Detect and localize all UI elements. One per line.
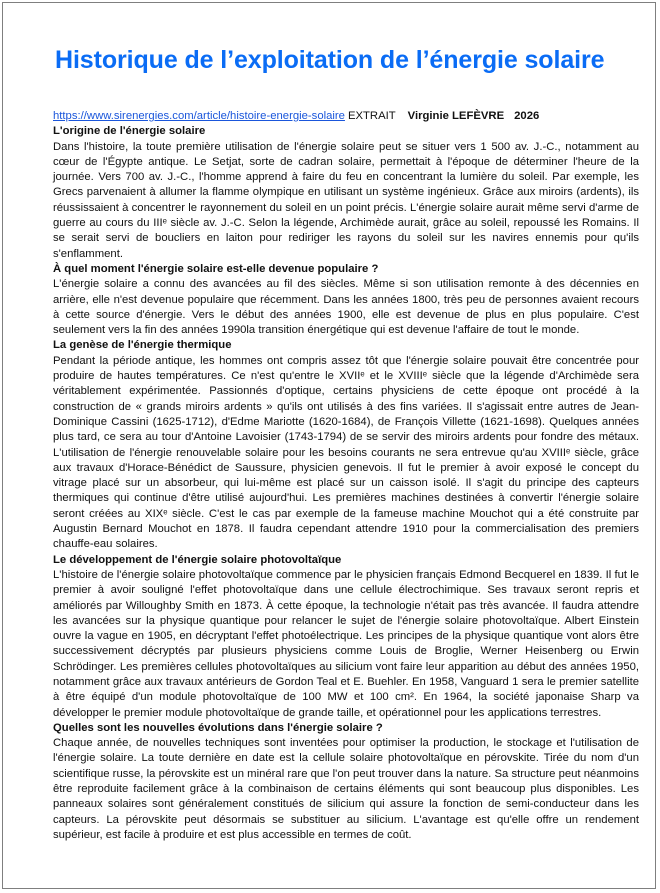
author-name: Virginie LEFÈVRE: [407, 110, 505, 122]
section-heading: L'origine de l'énergie solaire: [53, 125, 206, 138]
section-thermal: [53, 338, 639, 552]
document-page: [2, 2, 656, 889]
section-paragraph: L'histoire de l'énergie solaire photovoltaïque commence par le physicien français Edmond Becquerel en 1839. Il fut le premier à avoir souligné l'effet photovoltaïque dans une cellule électrochimique. Ses travaux seront repris et améliorés par Willoughby Smith en 1873. À cette époque, la technologie n'était pas très avancée. Il faudra attendre les avancées sur la physique quantique pour relancer le sujet de l'énergie solaire photovoltaïque. Albert Einstein ouvre la vague en 1905, en décryptant l'effet photoélectrique. Les principes de la physique quantique vont alors être successivement décryptés par plusieurs physiciens comme Louis de Broglie, Werner Heisenberg ou Erwin Schrödinger. Les premières cellules photovoltaïques au silicium vont faire leur apparition au début des années 1950, notamment grâce aux travaux antérieurs de Gordon Teal et E. Buehler. En 1958, Vanguard 1 sera le premier satellite à être équipé d'un module photovoltaïque de 100 MW et 100 cm². En 1964, la société japonaise Sharp va développer le premier module photovoltaïque de grande taille, et opérationnel pour les applications terrestres.: [53, 568, 639, 719]
section-new-evolutions: [53, 721, 639, 843]
section-paragraph: Pendant la période antique, les hommes ont compris assez tôt que l'énergie solaire pouvait être concentrée pour produire de hautes températures. Ce n'est qu'entre le XVIIᵉ et le XVIIIᵉ siècle que la légende d'Archimède sera véritablement expérimentée. Passionnés d'optique, certains physiciens de cette époque ont procédé à la construction de « grands miroirs ardents » qu'ils ont utilisés à des fins variées. Il s'agissait entre autres de Jean-Dominique Cassini (1625-1712), d'Edme Mariotte (1620-1684), de François Villette (1621-1698). Quelques années plus tard, ce sera au tour d'Antoine Lavoisier (1743-1794) de se servir des miroirs ardents pour fondre des métaux. L'utilisation de l'énergie renouvelable solaire pour les besoins courants ne sera entrevue qu'au XVIIIᵉ siècle, grâce aux travaux d'Horace-Bénédict de Saussure, physicien genevois. Il fut le premier à avoir exposé le concept du vitrage placé sur un absorbeur, qui lui-même est placé sur un caisson isolé. Il s'agit du principe des capteurs thermiques qui continue d'être utilisé aujourd'hui. Les premières machines destinées à convertir l'énergie solaire seront créées au XIXᵉ siècle. C'est le cas par exemple de la fameuse machine Mouchot qui a été construite par Augustin Bernard Mouchot en 1878. Il faudra cependant attendre 1910 pour la commercialisation des premiers chauffe-eau solaires.: [53, 354, 639, 551]
page-title: Historique de l’exploitation de l’énergie solaire: [55, 46, 605, 74]
section-paragraph: L'énergie solaire a connu des avancées au fil des siècles. Même si son utilisation remonte à des décennies en arrière, elle n'est devenue populaire que récemment. Dans les années 1800, très peu de personnes avaient recours à cette source d'énergie. Vers le début des années 1900, elle est devenue de plus en plus populaire. C'est seulement vers la fin des années 1990la transition énergétique qui est devenue l'affaire de tout le monde.: [53, 278, 639, 337]
section-heading: À quel moment l'énergie solaire est-elle devenue populaire ?: [53, 262, 379, 275]
source-link[interactable]: https://www.sirenergies.com/article/histoire-energie-solaire: [53, 110, 345, 122]
section-popularity: [53, 262, 639, 338]
section-paragraph: Chaque année, de nouvelles techniques sont inventées pour optimiser la production, le stockage et l'utilisation de l'énergie solaire. La toute dernière en date est la cellule solaire photovoltaïque en pérovskite. Tirée du nom d'un scientifique russe, la pérovskite est un minéral rare que l'on peut trouver dans la nature. Sa structure peut néanmoins être reproduite facilement grâce à la combinaison de certains éléments qui sont beaucoup plus disponibles. Les panneaux solaires sont généralement constitués de silicium qui assure la fonction de semi-conducteur dans les capteurs. La pérovskite peut désormais se substituer au silicium. L'avantage est qu'elle offre un rendement supérieur, est facile à produire et est plus accessible en termes de coût.: [53, 737, 639, 841]
source-line: [53, 109, 639, 124]
section-paragraph: Dans l'histoire, la toute première utilisation de l'énergie solaire peut se situer vers 1 500 av. J.-C., notamment au cœur de l'Égypte antique. Le Setjat, sorte de cadran solaire, permettait à l'époque de déterminer l'heure de la journée. Vers 700 av. J.-C., l'homme apprend à faire du feu en concentrant la lumière du soleil. Par exemple, les Grecs parvenaient à allumer la flamme olympique en utilisant un système ingénieux. Grâce aux miroirs (ardents), ils réussissaient à concentrer le rayonnement du soleil en un point précis. L'énergie solaire aurait même servi d'arme de guerre au cours du IIIᵉ siècle av. J.-C. Selon la légende, Archimède aurait, grâce au soleil, repoussé les Romains. Il se serait servi de boucliers en laiton pour rediriger les rayons du soleil sur les navires ennemis pour qu'ils s'enflamment.: [53, 140, 639, 260]
section-heading: Quelles sont les nouvelles évolutions dans l'énergie solaire ?: [53, 721, 383, 734]
document-body: [53, 109, 639, 843]
publication-year: 2026: [514, 110, 540, 122]
section-origin: [53, 124, 639, 262]
extract-label: EXTRAIT: [347, 110, 396, 122]
section-photovoltaic: [53, 553, 639, 721]
section-heading: Le développement de l'énergie solaire photovoltaïque: [53, 553, 342, 566]
section-heading: La genèse de l'énergie thermique: [53, 339, 232, 352]
